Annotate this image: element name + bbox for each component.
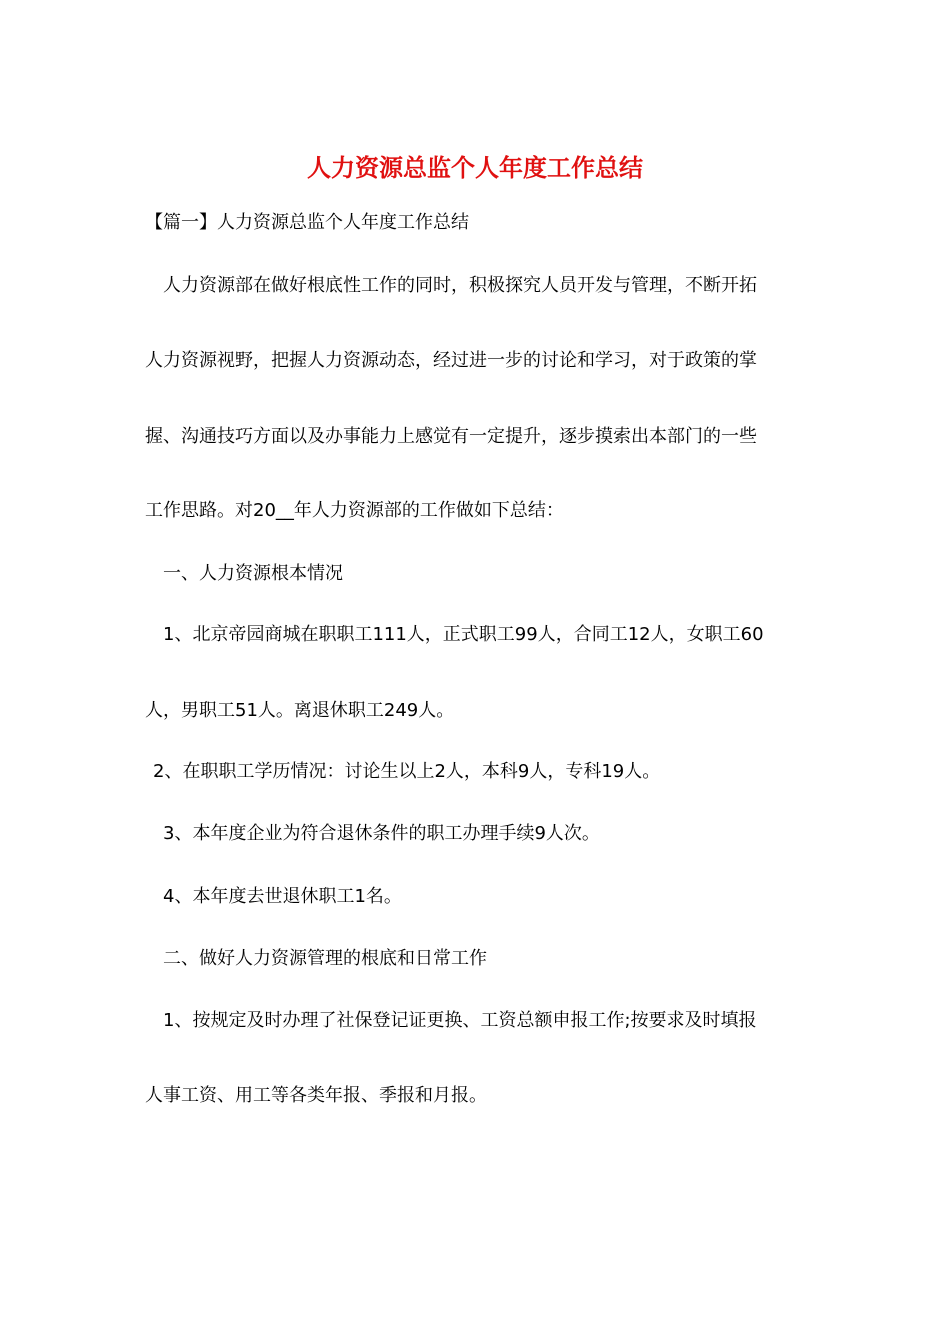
paragraph-line: 人事工资、用工等各类年报、季报和月报。 [145,1085,487,1106]
list-item: 3、本年度企业为符合退休条件的职工办理手续9人次。 [163,823,600,844]
list-item: 4、本年度去世退休职工1名。 [163,886,402,907]
section-heading-part-one: 【篇一】人力资源总监个人年度工作总结 [145,212,469,233]
section-heading: 二、做好人力资源管理的根底和日常工作 [163,948,487,969]
list-item: 1、北京帝园商城在职职工111人，正式职工99人，合同工12人，女职工60 [163,624,764,645]
paragraph-line: 人，男职工51人。离退休职工249人。 [145,700,455,721]
paragraph-line: 工作思路。对20__年人力资源部的工作做如下总结： [145,500,564,521]
list-item: 1、按规定及时办理了社保登记证更换、工资总额申报工作;按要求及时填报 [163,1010,757,1031]
section-heading: 一、人力资源根本情况 [163,563,343,584]
paragraph-line: 人力资源部在做好根底性工作的同时，积极探究人员开发与管理，不断开拓 [163,275,757,296]
paragraph-line: 人力资源视野，把握人力资源动态，经过进一步的讨论和学习，对于政策的掌 [145,350,757,371]
list-item: 2、在职职工学历情况：讨论生以上2人，本科9人，专科19人。 [153,761,661,782]
document-title: 人力资源总监个人年度工作总结 [307,153,643,182]
paragraph-line: 握、沟通技巧方面以及办事能力上感觉有一定提升，逐步摸索出本部门的一些 [145,426,757,447]
